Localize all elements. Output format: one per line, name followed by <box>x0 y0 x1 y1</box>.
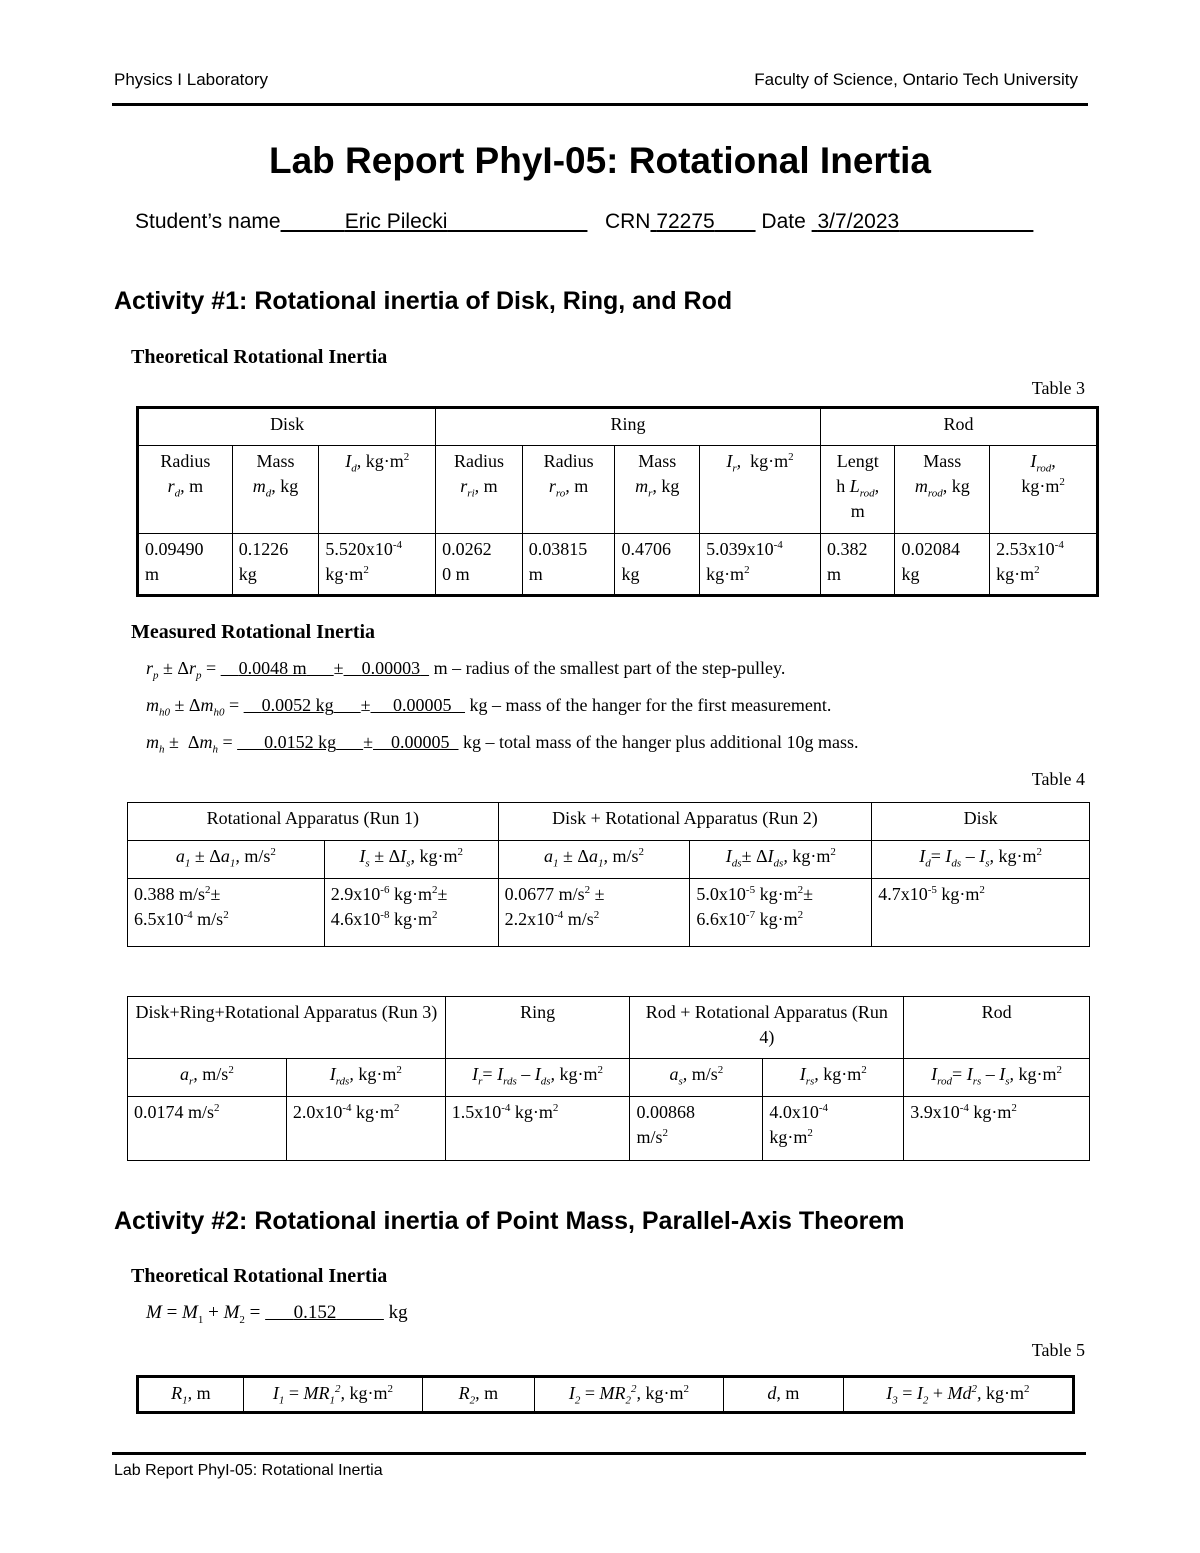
crn-value: 72275 <box>656 210 715 233</box>
table4-caption: Table 4 <box>1031 769 1085 789</box>
run4-accel-header: $a_s$, $m/s^2$ <box>630 1059 763 1097</box>
rod-mass-value: 0.02084 kg <box>895 534 990 596</box>
table3-caption: Table 3 <box>1031 378 1085 398</box>
mh-value: 0.0152 kg <box>264 732 337 752</box>
ring-outer-radius-header: Radius $r_{ro}$, m <box>522 446 615 534</box>
table4b-run4-group: Rod + Rotational Apparatus (Run 4) <box>630 997 904 1059</box>
table4-disk-group: Disk <box>872 803 1090 841</box>
mh0-uncertainty: 0.00005 <box>393 695 452 715</box>
run2-accel-value: 0.0677 $m/s^2$ ± $2.2x10^{-4}$ $m/s^2$ <box>498 879 690 947</box>
header-left: Physics I Laboratory <box>114 70 269 89</box>
ring-inner-radius-header: Radius $r_{ri}$, m <box>436 446 523 534</box>
page-title: Lab Report PhyI-05: Rotational Inertia <box>269 140 931 181</box>
rod-measured-inertia-value: $3.9x10^{-4}$ $kg\cdot m^2$ <box>904 1097 1090 1161</box>
ring-inertia-header: $I_r$, $kg\cdot m^2$ <box>700 446 821 534</box>
run2-accel-header: $a_1 \pm \Delta a_1$, $m/s^2$ <box>498 841 690 879</box>
disk-mass-header: Mass $m_d$, kg <box>232 446 319 534</box>
activity2-theoretical-heading: Theoretical Rotational Inertia <box>131 1265 388 1287</box>
total-mass-line: $M = M_1 + M_2$ = 0.152 kg <box>146 1302 408 1326</box>
table3-disk-group: Disk <box>138 408 436 446</box>
mh-description: – total mass of the hanger plus additional 10g mass. <box>485 732 859 752</box>
table4-run1-group: Rotational Apparatus (Run 1) <box>128 803 499 841</box>
run2-inertia-header: $I_{ds}\pm \Delta I_{ds}$, $kg\cdot m^2$ <box>690 841 872 879</box>
rp-uncertainty: 0.00003 <box>361 658 421 678</box>
run3-inertia-value: $2.0x10^{-4}$ $kg\cdot m^2$ <box>286 1097 445 1161</box>
date-label: Date <box>761 210 806 233</box>
r1-header: $R_1$, m <box>138 1377 244 1413</box>
run3-accel-header: $a_r$, $m/s^2$ <box>128 1059 287 1097</box>
r2-header: $R_2$, m <box>423 1377 535 1413</box>
header-right: Faculty of Science, Ontario Tech University <box>754 70 1078 89</box>
table4b-ring-group: Ring <box>445 997 630 1059</box>
run1-accel-value: 0.388 $m/s^2\pm$ $6.5x10^{-4}$ $m/s^2$ <box>128 879 325 947</box>
run4-accel-value: 0.00868 $m/s^2$ <box>630 1097 763 1161</box>
rod-mass-header: Mass $m_{rod}$, kg <box>895 446 990 534</box>
run3-inertia-header: $I_{rds}$, $kg\cdot m^2$ <box>286 1059 445 1097</box>
disk-inertia-formula-header: $I_d= I_{ds} - I_s$, $kg\cdot m^2$ <box>872 841 1090 879</box>
ring-inertia-formula-header: $I_r= I_{rds} - I_{ds}$, $kg\cdot m^2$ <box>445 1059 630 1097</box>
footer-text: Lab Report PhyI-05: Rotational Inertia <box>114 1462 383 1479</box>
disk-radius-value: 0.09490 m <box>138 534 233 596</box>
mh-uncertainty: 0.00005 <box>391 732 450 752</box>
rp-line: $r_p \pm \Delta r_p$ = 0.0048 m ± 0.00003 m – radius of the smallest part of the step-pulley. <box>146 658 786 682</box>
run1-accel-header: $a_1 \pm \Delta a_1$, $m/s^2$ <box>128 841 325 879</box>
disk-radius-header: Radius $r_d$, m <box>138 446 233 534</box>
ring-outer-radius-value: 0.03815 m <box>522 534 615 596</box>
mh0-description: – mass of the hanger for the first measurement. <box>492 695 832 715</box>
activity1-theoretical-heading: Theoretical Rotational Inertia <box>131 346 388 368</box>
disk-mass-value: 0.1226 kg <box>232 534 319 596</box>
rod-inertia-header: $I_{rod}$, $kg\cdot m^2$ <box>990 446 1098 534</box>
table5-caption: Table 5 <box>1031 1340 1085 1360</box>
run4-inertia-header: $I_{rs}$, $kg\cdot m^2$ <box>763 1059 904 1097</box>
run1-inertia-header: $I_s \pm \Delta I_s$, $kg\cdot m^2$ <box>324 841 498 879</box>
measured-heading: Measured Rotational Inertia <box>131 621 376 643</box>
disk-measured-inertia-value: $4.7x10^{-5}$ $kg\cdot m^2$ <box>872 879 1090 947</box>
i1-header: $I_1 = MR_1^2$, $kg\cdot m^2$ <box>243 1377 422 1413</box>
run1-inertia-value: $2.9x10^{-6}$ $kg\cdot m^2\pm$ $4.6x10^{-8}$ $kg\cdot m^2$ <box>324 879 498 947</box>
table4 <box>127 802 1090 947</box>
student-name-value: Eric Pilecki <box>344 210 448 233</box>
table3-ring-group: Ring <box>436 408 821 446</box>
ring-inertia-value: $5.039x10^{-4}$ $kg\cdot m^2$ <box>700 534 821 596</box>
ring-measured-inertia-value: $1.5x10^{-4}$ $kg\cdot m^2$ <box>445 1097 630 1161</box>
i3-header: $I_3 = I_2 + Md^2$, $kg\cdot m^2$ <box>843 1377 1073 1413</box>
ring-mass-header: Mass $m_r$, kg <box>615 446 700 534</box>
run4-inertia-value: $4.0x10^{-4}$ $kg\cdot m^2$ <box>763 1097 904 1161</box>
mh-line: $m_h \pm \Delta m_h$ = 0.0152 kg ± 0.00005 kg – total mass of the hanger plus additional 10g mass. <box>146 732 859 756</box>
total-mass-value: 0.152 <box>293 1302 337 1323</box>
student-name-label: Student’s name <box>135 210 281 233</box>
table3-rod-group: Rod <box>820 408 1097 446</box>
table4b-run3-group: Disk+Ring+Rotational Apparatus (Run 3) <box>128 997 446 1059</box>
table4-run2-group: Disk + Rotational Apparatus (Run 2) <box>498 803 872 841</box>
rp-description: – radius of the smallest part of the step-pulley. <box>452 658 786 678</box>
rod-length-value: 0.382 m <box>820 534 895 596</box>
activity2-heading: Activity #2: Rotational inertia of Point Mass, Parallel-Axis Theorem <box>114 1207 905 1235</box>
ring-mass-value: 0.4706 kg <box>615 534 700 596</box>
crn-label: CRN <box>604 210 651 233</box>
disk-inertia-header: $I_d$, $kg\cdot m^2$ <box>319 446 436 534</box>
table4b <box>127 996 1090 1161</box>
table5 <box>136 1375 1075 1414</box>
disk-inertia-value: $5.520x10^{-4}$ $kg\cdot m^2$ <box>319 534 436 596</box>
ring-inner-radius-value: 0.0262 0 m <box>436 534 523 596</box>
i2-header: $I_2 = MR_2^2$, $kg\cdot m^2$ <box>534 1377 723 1413</box>
rod-inertia-value: $2.53x10^{-4}$ $kg\cdot m^2$ <box>990 534 1098 596</box>
total-mass-unit: kg <box>388 1302 408 1323</box>
d-header: d, m <box>724 1377 844 1413</box>
rp-value: 0.0048 m <box>238 658 307 678</box>
run3-accel-value: 0.0174 $m/s^2$ <box>128 1097 287 1161</box>
rod-inertia-formula-header: $I_{rod}= I_{rs} - I_s$, $kg\cdot m^2$ <box>904 1059 1090 1097</box>
table4b-rod-group: Rod <box>904 997 1090 1059</box>
rod-length-header: Lengt h $L_{rod}$, m <box>820 446 895 534</box>
run2-inertia-value: $5.0x10^{-5}$ $kg\cdot m^2\pm$ $6.6x10^{-7}$ $kg\cdot m^2$ <box>690 879 872 947</box>
header-rule <box>112 103 1088 106</box>
table3 <box>136 406 1099 597</box>
footer-rule <box>112 1452 1086 1455</box>
activity1-heading: Activity #1: Rotational inertia of Disk, Ring, and Rod <box>114 287 733 315</box>
date-value: 3/7/2023 <box>817 210 900 233</box>
mh0-line: $m_{h0} \pm \Delta m_{h0}$ = 0.0052 kg ± 0.00005 kg – mass of the hanger for the first measurement. <box>146 695 832 719</box>
student-info-line <box>135 210 1033 234</box>
mh0-value: 0.0052 kg <box>261 695 334 715</box>
